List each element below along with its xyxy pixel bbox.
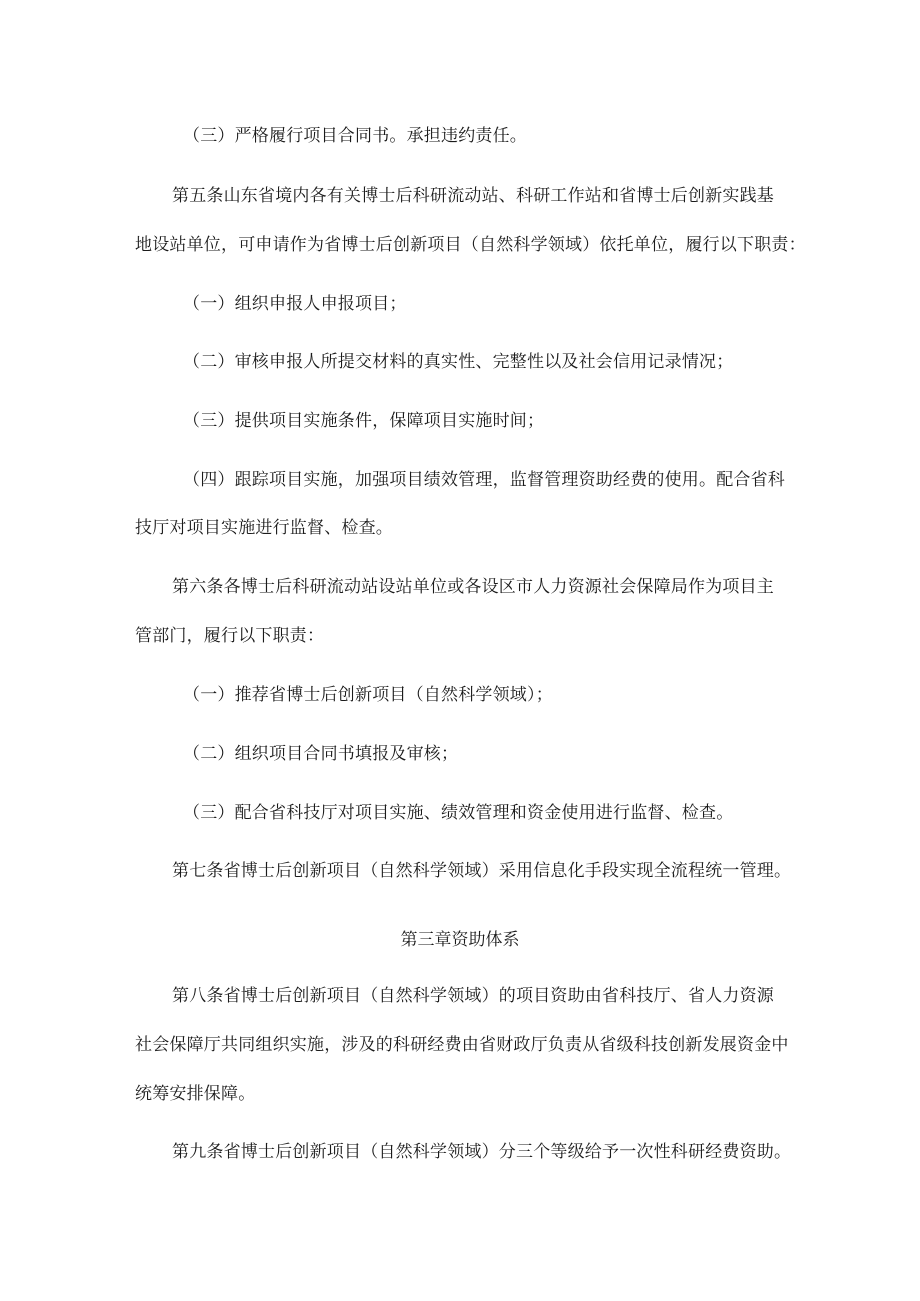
chapter-3-heading: 第三章资助体系 xyxy=(400,930,520,950)
article-8-line-2: 社会保障厅共同组织实施，涉及的科研经费由省财政厅负责从省级科技创新发展资金中 xyxy=(135,1035,789,1055)
clause-5-3-line: （三）严格履行项目合同书。承担违约责任。 xyxy=(183,126,527,146)
article-6-item-1: （一）推荐省博士后创新项目（自然科学领域）； xyxy=(183,685,553,705)
article-5-item-4-line-1: （四）跟踪项目实施，加强项目绩效管理，监督管理资助经费的使用。配合省科 xyxy=(183,470,785,490)
article-6-line-2: 管部门，履行以下职责： xyxy=(135,626,325,646)
article-5-item-2: （二）审核申报人所提交材料的真实性、完整性以及社会信用记录情况； xyxy=(183,352,734,372)
article-7-line: 第七条省博士后创新项目（自然科学领域）采用信息化手段实现全流程统一管理。 xyxy=(172,861,792,881)
article-5-item-1: （一）组织申报人申报项目； xyxy=(183,294,407,314)
article-5-line-1: 第五条山东省境内各有关博士后科研流动站、科研工作站和省博士后创新实践基 xyxy=(172,186,774,206)
article-8-line-1: 第八条省博士后创新项目（自然科学领域）的项目资助由省科技厅、省人力资源 xyxy=(172,986,774,1006)
article-5-item-3: （三）提供项目实施条件，保障项目实施时间； xyxy=(183,411,545,431)
article-9-line: 第九条省博士后创新项目（自然科学领域）分三个等级给予一次性科研经费资助。 xyxy=(172,1142,792,1162)
article-8-line-3: 统筹安排保障。 xyxy=(135,1084,256,1104)
article-6-item-2: （二）组织项目合同书填报及审核； xyxy=(183,744,459,764)
article-5-line-2: 地设站单位，可申请作为省博士后创新项目（自然科学领域）依托单位，履行以下职责： xyxy=(135,235,806,255)
article-6-item-3: （三）配合省科技厅对项目实施、绩效管理和资金使用进行监督、检查。 xyxy=(183,803,734,823)
article-5-item-4-line-2: 技厅对项目实施进行监督、检查。 xyxy=(135,518,393,538)
article-6-line-1: 第六条各博士后科研流动站设站单位或各设区市人力资源社会保障局作为项目主 xyxy=(172,577,774,597)
